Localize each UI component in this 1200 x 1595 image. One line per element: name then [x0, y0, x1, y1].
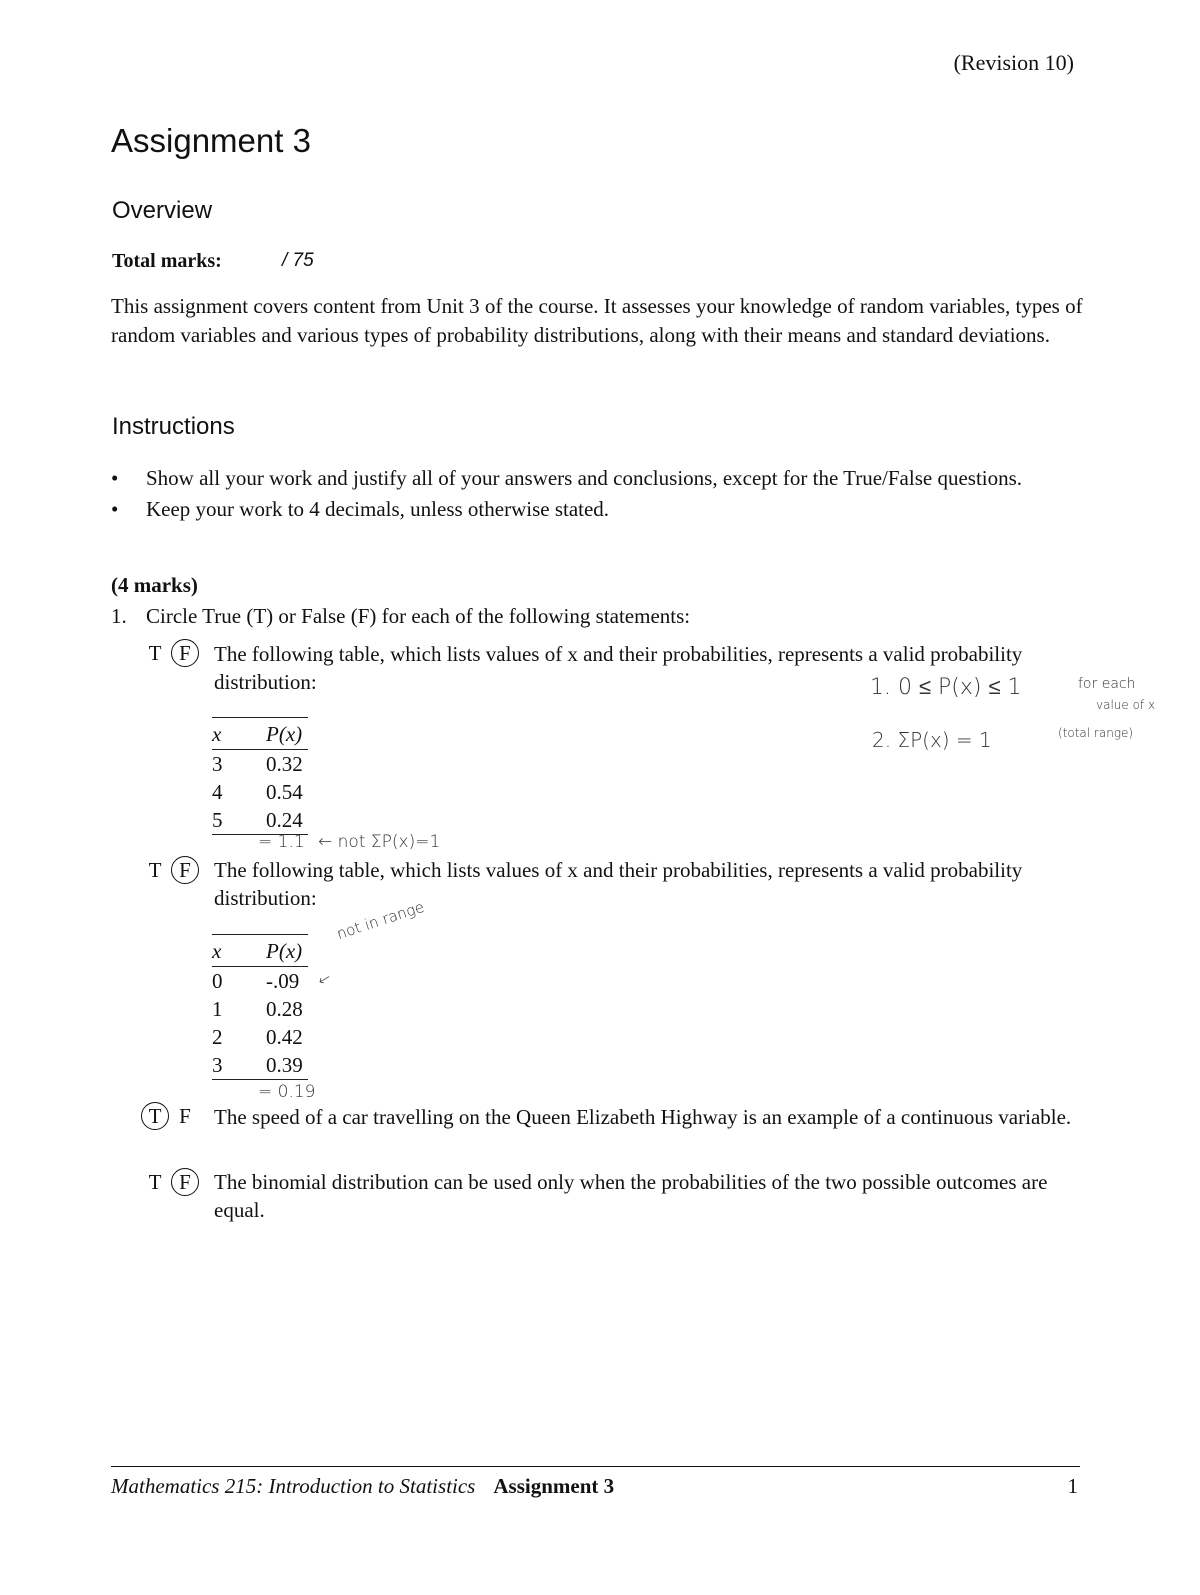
table-cell-px: -.09 — [266, 968, 300, 993]
table-cell-x: 1 — [212, 996, 223, 1021]
handwritten-rule-note: for each — [1078, 676, 1136, 692]
instruction-item — [111, 495, 1071, 523]
probability-table — [212, 717, 308, 835]
table-row — [212, 1051, 308, 1080]
statement-text: The speed of a car travelling on the Queen Elizabeth Highway is an example of a continuous variable. — [214, 1105, 1072, 1129]
true-option[interactable]: T — [148, 641, 162, 665]
true-false-choice — [140, 858, 200, 883]
instruction-text: Show all your work and justify all of your answers and conclusions, except for the True/False questions. — [146, 466, 1023, 490]
probability-table — [212, 934, 308, 1080]
instructions-heading: Instructions — [112, 413, 235, 440]
true-false-choice — [140, 1170, 200, 1195]
arrow-icon: ← — [314, 968, 335, 990]
total-marks-value: / 75 — [282, 250, 314, 271]
total-marks-label: Total marks: — [112, 250, 222, 272]
footer-course: Mathematics 215: Introduction to Statistics — [111, 1474, 476, 1498]
table-row — [212, 995, 308, 1023]
question-prompt — [111, 604, 690, 629]
table-cell-px: 0.42 — [266, 1024, 303, 1049]
handwritten-note: not in range — [334, 897, 427, 943]
table-row — [212, 1023, 308, 1051]
handwritten-rule-note: (total range) — [1058, 726, 1134, 740]
true-option[interactable]: T — [148, 858, 162, 882]
table-cell-px: 0.54 — [266, 779, 303, 804]
footer-divider — [111, 1466, 1080, 1467]
table-cell-x: 2 — [212, 1024, 223, 1049]
table-cell-x: 3 — [212, 751, 223, 776]
overview-heading: Overview — [112, 197, 213, 224]
true-option-circled[interactable]: T — [140, 1104, 170, 1129]
handwritten-rule-note: value of x — [1096, 698, 1156, 712]
page-footer — [111, 1474, 1080, 1499]
handwritten-note: ← not ΣP(x)=1 — [318, 832, 441, 852]
table-cell-x: 4 — [212, 779, 223, 804]
table-cell-x: 0 — [212, 968, 223, 993]
table-row — [212, 967, 308, 996]
true-false-choice — [140, 1104, 200, 1129]
question-marks: (4 marks) — [111, 573, 198, 597]
false-option-circled[interactable]: F — [170, 858, 200, 883]
table-row — [212, 750, 308, 779]
false-option-circled[interactable]: F — [170, 1170, 200, 1195]
true-false-choice — [140, 641, 200, 666]
page-title: Assignment 3 — [111, 122, 311, 159]
question-prompt-text: Circle True (T) or False (F) for each of the following statements: — [146, 604, 691, 628]
question-number: 1. — [111, 604, 127, 628]
statement-text: The following table, which lists values of x and their probabilities, represents a valid probability distribution: — [214, 642, 1023, 694]
table-cell-px: 0.28 — [266, 996, 303, 1021]
table-header-x: x — [212, 939, 222, 963]
false-option[interactable]: F — [179, 1104, 191, 1128]
overview-paragraph: This assignment covers content from Unit 3 of the course. It assesses your knowledge of random variables, types of random variables and various types of probability distributions, along with their means and standard deviations. — [111, 294, 1083, 347]
true-option[interactable]: T — [148, 1170, 162, 1194]
statement-text: The following table, which lists values of x and their probabilities, represents a valid probability distribution: — [214, 858, 1023, 910]
table-cell-x: 5 — [212, 807, 223, 832]
handwritten-rule-2: 2. ΣP(x) = 1 — [872, 728, 992, 752]
table-cell-px: 0.24 — [266, 807, 303, 832]
table-cell-px: 0.39 — [266, 1052, 303, 1077]
table-row — [212, 778, 308, 806]
statement-text: The binomial distribution can be used only when the probabilities of the two possible outcomes are equal. — [214, 1170, 1048, 1222]
table-header-x: x — [212, 722, 222, 746]
handwritten-sum: = 0.19 — [258, 1082, 316, 1102]
total-marks — [112, 250, 314, 273]
false-option-circled[interactable]: F — [170, 641, 200, 666]
table-header-px: P(x) — [266, 939, 303, 963]
bullet-icon: • — [111, 466, 119, 490]
table-cell-px: 0.32 — [266, 751, 303, 776]
table-row — [212, 806, 308, 835]
footer-assignment: Assignment 3 — [493, 1474, 615, 1498]
handwritten-rule-1: 1. 0 ≤ P(x) ≤ 1 — [870, 675, 1022, 700]
table-header-px: P(x) — [266, 722, 303, 746]
table-cell-x: 3 — [212, 1052, 223, 1077]
revision-label: (Revision 10) — [953, 50, 1074, 75]
instructions-list — [111, 464, 1071, 526]
bullet-icon: • — [111, 497, 119, 521]
handwritten-sum: = 1.1 — [258, 832, 305, 852]
page-number: 1 — [1067, 1474, 1078, 1498]
instruction-text: Keep your work to 4 decimals, unless otherwise stated. — [146, 497, 610, 521]
instruction-item — [111, 464, 1071, 492]
